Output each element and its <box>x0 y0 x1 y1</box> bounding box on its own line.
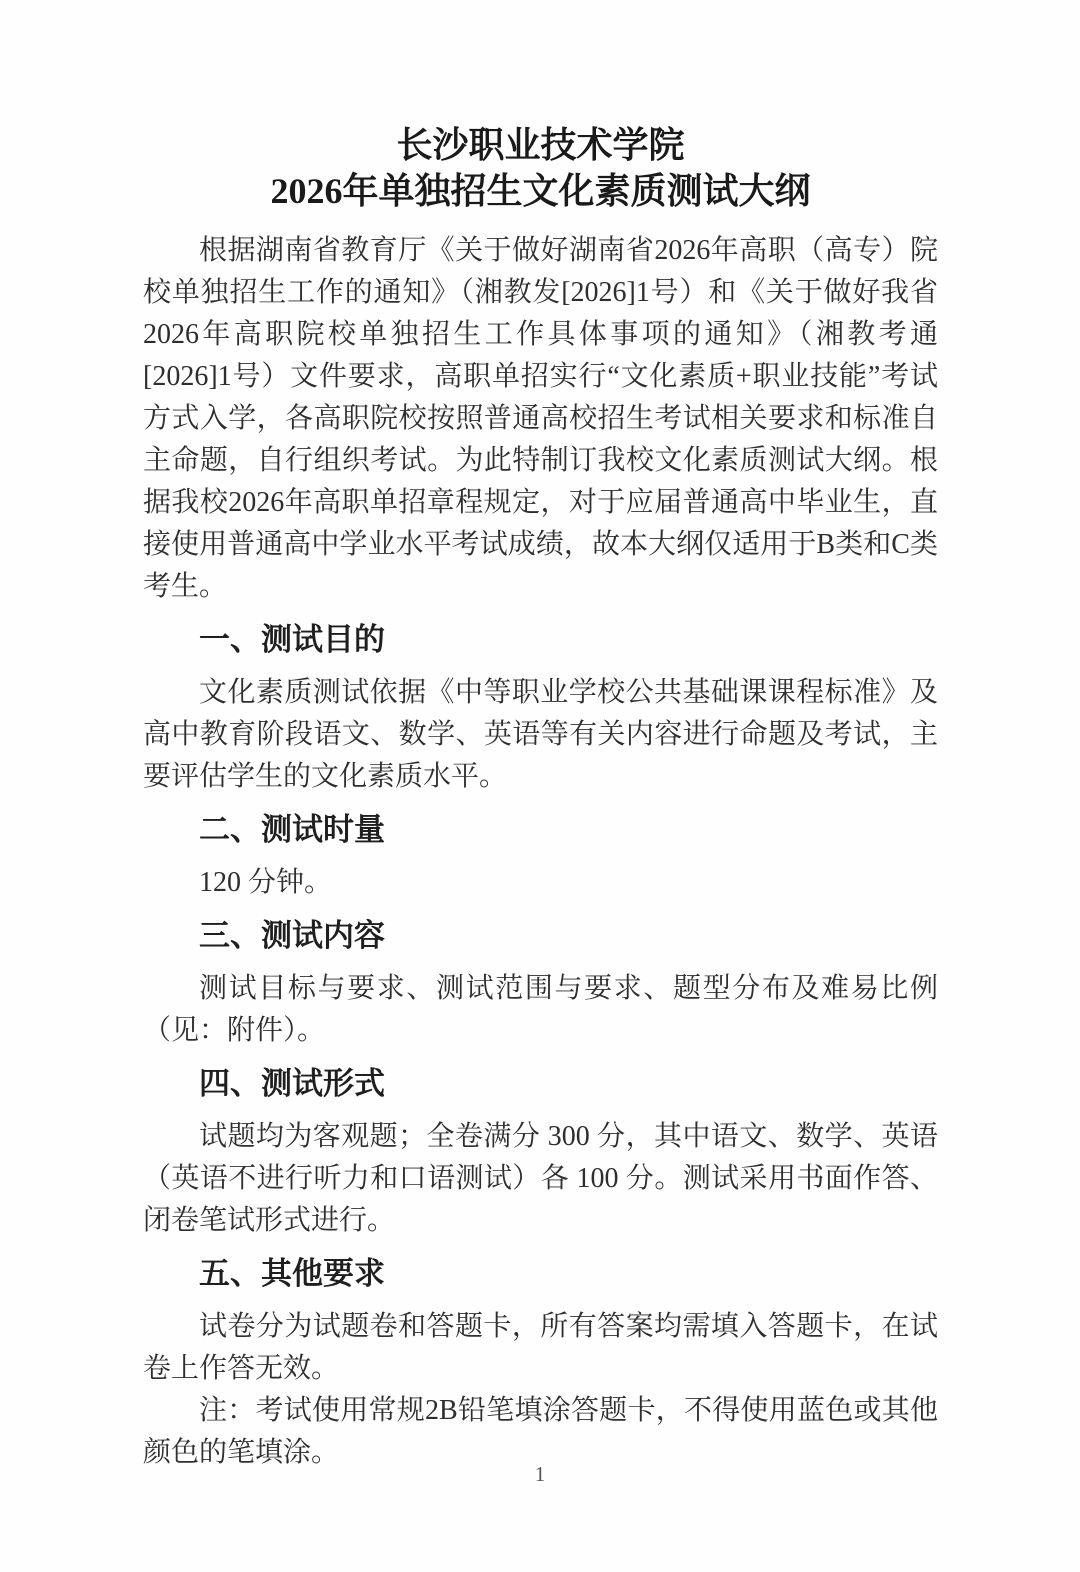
section-body-test-format: 试题均为客观题；全卷满分 300 分，其中语文、数学、英语（英语不进行听力和口语测试）各 100 分。测试采用书面作答、闭卷笔试形式进行。 <box>143 1121 938 1236</box>
document-title <box>143 122 938 214</box>
section-heading-test-duration: 二、测试时量 <box>199 812 385 847</box>
section-body-test-duration: 120 分钟。 <box>199 867 333 898</box>
title-line-2: 2026年单独招生文化素质测试大纲 <box>270 171 811 211</box>
section-body-test-purpose: 文化素质测试依据《中等职业学校公共基础课课程标准》及高中教育阶段语文、数学、英语等有关内容进行命题及考试，主要评估学生的文化素质水平。 <box>143 677 938 792</box>
section-heading-test-purpose: 一、测试目的 <box>199 622 385 657</box>
section-body-other-requirements: 试卷分为试题卷和答题卡，所有答案均需填入答题卡，在试卷上作答无效。 <box>143 1311 938 1384</box>
page-number: 1 <box>534 1462 546 1486</box>
note-paragraph: 注：考试使用常规2B铅笔填涂答题卡，不得使用蓝色或其他颜色的笔填涂。 <box>143 1395 938 1468</box>
title-line-1: 长沙职业技术学院 <box>396 125 685 165</box>
section-heading-test-content: 三、测试内容 <box>199 918 385 953</box>
intro-paragraph: 根据湖南省教育厅《关于做好湖南省2026年高职（高专）院校单独招生工作的通知》（湘教发[2026]1号）和《关于做好我省2026年高职院校单独招生工作具体事项的通知》（湘教考通[2026]1号）文件要求，高职单招实行“文化素质+职业技能”考试方式入学，各高职院校按照普通高校招生考试相关要求和标准自主命题，自行组织考试。为此特制订我校文化素质测试大纲。根据我校2026年高职单招章程规定，对于应届普通高中毕业生，直接使用普通高中学业水平考试成绩，故本大纲仅适用于B类和C类考生。 <box>143 235 938 602</box>
section-heading-other-requirements: 五、其他要求 <box>199 1256 385 1291</box>
section-heading-test-format: 四、测试形式 <box>199 1066 385 1101</box>
section-body-test-content: 测试目标与要求、测试范围与要求、题型分布及难易比例（见：附件）。 <box>143 973 938 1046</box>
